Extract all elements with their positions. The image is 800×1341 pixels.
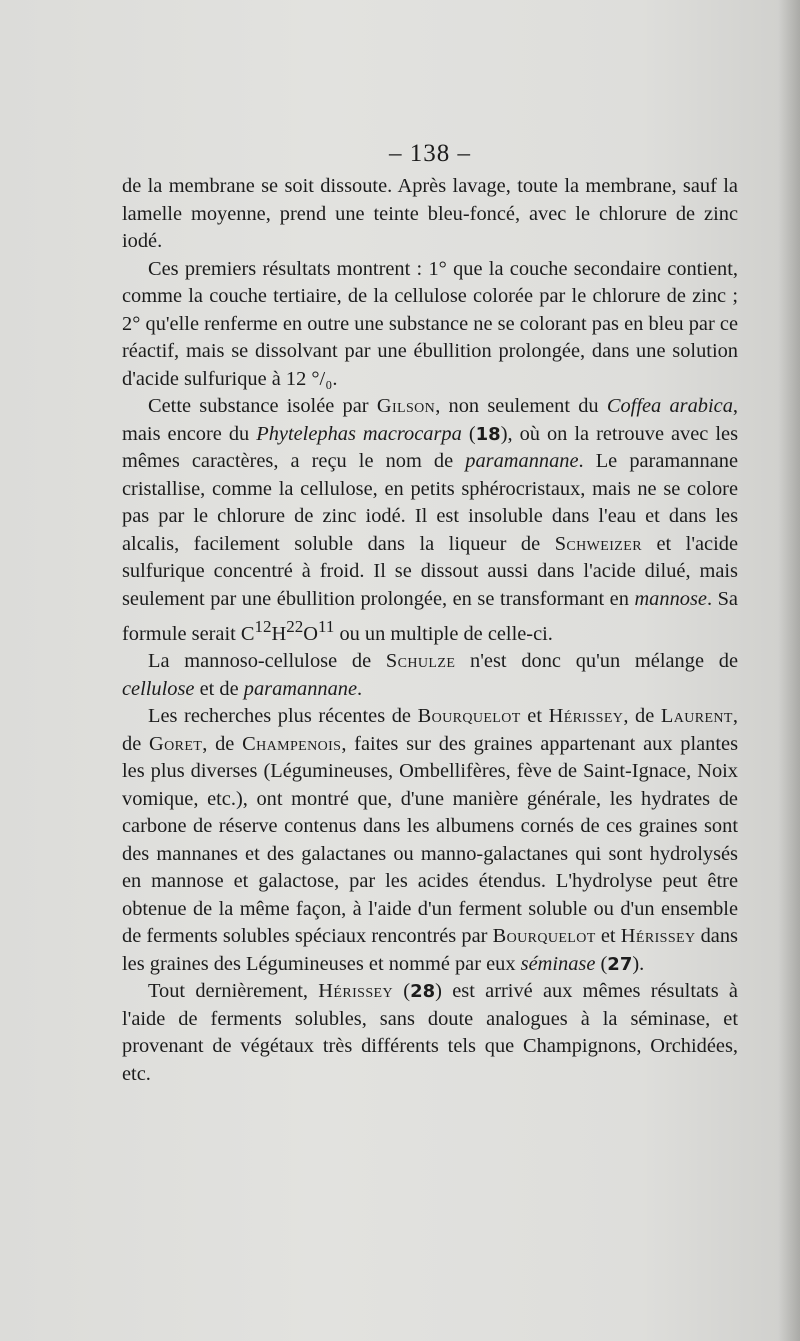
- reference-number: 28: [410, 981, 436, 1003]
- text-run: et: [595, 925, 621, 948]
- text-run: La mannoso-cellulose de: [148, 650, 386, 673]
- text-run: , de: [122, 705, 738, 755]
- text-run: , non seulement du: [435, 395, 607, 417]
- text-run: et: [520, 705, 549, 728]
- author-name: Champenois: [242, 732, 342, 755]
- body-text: [122, 173, 738, 1088]
- author-name: Schweizer: [554, 532, 642, 555]
- paragraph: [122, 393, 738, 648]
- text-run: , faites sur des graines appartenant aux plantes les plus diverses (Légumineuses, Ombellifères, fève de Saint-Ignace, Noix vomique, etc.), ont montré que, d'une manière générale, les hydrates de carbone de réserve contenus dans les albumens cornés de ces graines sont des mannanes et des galactanes ou manno-galactanes qui sont hydrolysés en mannose et galactose, par les acides étendus. L'hydrolyse peut être obtenue de la même façon, à l'aide d'un ferment soluble ou d'un ensemble de ferments solubles spéciaux rencontrés par: [122, 732, 739, 948]
- text-run: mannose: [634, 587, 707, 610]
- paragraph: [122, 256, 738, 394]
- text-run: H: [271, 622, 287, 645]
- text-run: n'est donc qu'un mélange de: [455, 650, 738, 673]
- text-run: dans les graines des Légumineuses et nommé par eux: [122, 925, 738, 975]
- reference-number: 18: [475, 423, 501, 445]
- paragraph: [122, 173, 738, 256]
- page-edge-shadow: [778, 0, 800, 1341]
- page-number: – 138 –: [389, 140, 471, 167]
- author-name: Hérissey: [318, 980, 394, 1003]
- text-run: Coffea arabica: [606, 395, 733, 417]
- author-name: Laurent: [660, 705, 733, 728]
- text-run: cellulose: [122, 677, 195, 700]
- text-run: 11: [317, 617, 335, 636]
- text-run: Les recherches plus récentes de: [148, 705, 418, 728]
- text-run: (: [595, 952, 608, 975]
- text-run: (: [461, 422, 476, 445]
- text-run: et de: [194, 677, 244, 700]
- paragraph: [122, 703, 738, 978]
- text-run: ou un multiple de celle-ci.: [334, 622, 553, 645]
- text-run: O: [303, 622, 318, 645]
- paragraph: [122, 978, 738, 1088]
- text-run: Cette substance isolée par: [148, 395, 377, 417]
- author-name: Schulze: [385, 650, 456, 673]
- author-name: Hérissey: [548, 705, 624, 728]
- text-run: de la membrane se soit dissoute. Après lavage, toute la membrane, sauf la lamelle moyenne, prend une teinte bleu-foncé, avec le chlorure de zinc iodé.: [122, 175, 738, 252]
- text-run: et l'acide sulfurique concentré à froid. Il se dissout aussi dans l'acide dilué, mais seulement par une ébullition prolongée, en se transformant en: [122, 532, 739, 610]
- text-run: 22: [286, 617, 304, 636]
- text-run: séminase: [520, 952, 596, 975]
- text-run: . Le paramannane cristallise, comme la cellulose, en petits sphérocristaux, mais ne se colore pas par le chlorure de zinc iodé. Il est insoluble dans l'eau et dans les alcalis, facilement soluble dans la liqueur de: [122, 450, 738, 555]
- text-run: paramannane: [243, 677, 358, 700]
- author-name: Bourquelot: [492, 925, 596, 948]
- author-name: Gilson: [376, 395, 436, 417]
- author-name: Bourquelot: [417, 705, 521, 728]
- text-run: ) est arrivé aux mêmes résultats à l'aide de ferments solubles, sans doute analogues à la séminase, et provenant de végétaux très différents tels que Champignons, Orchidées, etc.: [122, 980, 738, 1085]
- text-run: , de: [202, 732, 243, 755]
- text-run: ), où on la retrouve avec les mêmes caractères, a reçu le nom de: [122, 422, 739, 472]
- text-run: 12: [254, 617, 272, 636]
- text-run: Tout dernièrement,: [148, 980, 319, 1003]
- text-run: Phytelephas macrocarpa: [256, 422, 462, 445]
- reference-number: 27: [607, 953, 633, 975]
- text-run: Ces premiers résultats montrent : 1° que la couche secondaire contient, comme la couche tertiaire, de la cellulose colorée par le chlorure de zinc ; 2° qu'elle renferme en outre une substance ne se colorant pas en bleu par ce réactif, mais se dissolvant par une ébullition prolongée, dans une solution d'acide sulfurique à 12 °/₀.: [122, 257, 738, 390]
- author-name: Hérissey: [620, 925, 696, 948]
- text-run: ).: [632, 952, 645, 975]
- text-run: (: [393, 980, 411, 1003]
- text-run: , de: [623, 705, 661, 728]
- paragraph: [122, 648, 738, 703]
- text-run: . Sa formule serait C: [122, 587, 738, 645]
- author-name: Goret: [148, 732, 203, 755]
- text-run: paramannane: [465, 450, 579, 472]
- text-run: .: [357, 677, 363, 700]
- text-run: , mais encore du: [122, 395, 739, 445]
